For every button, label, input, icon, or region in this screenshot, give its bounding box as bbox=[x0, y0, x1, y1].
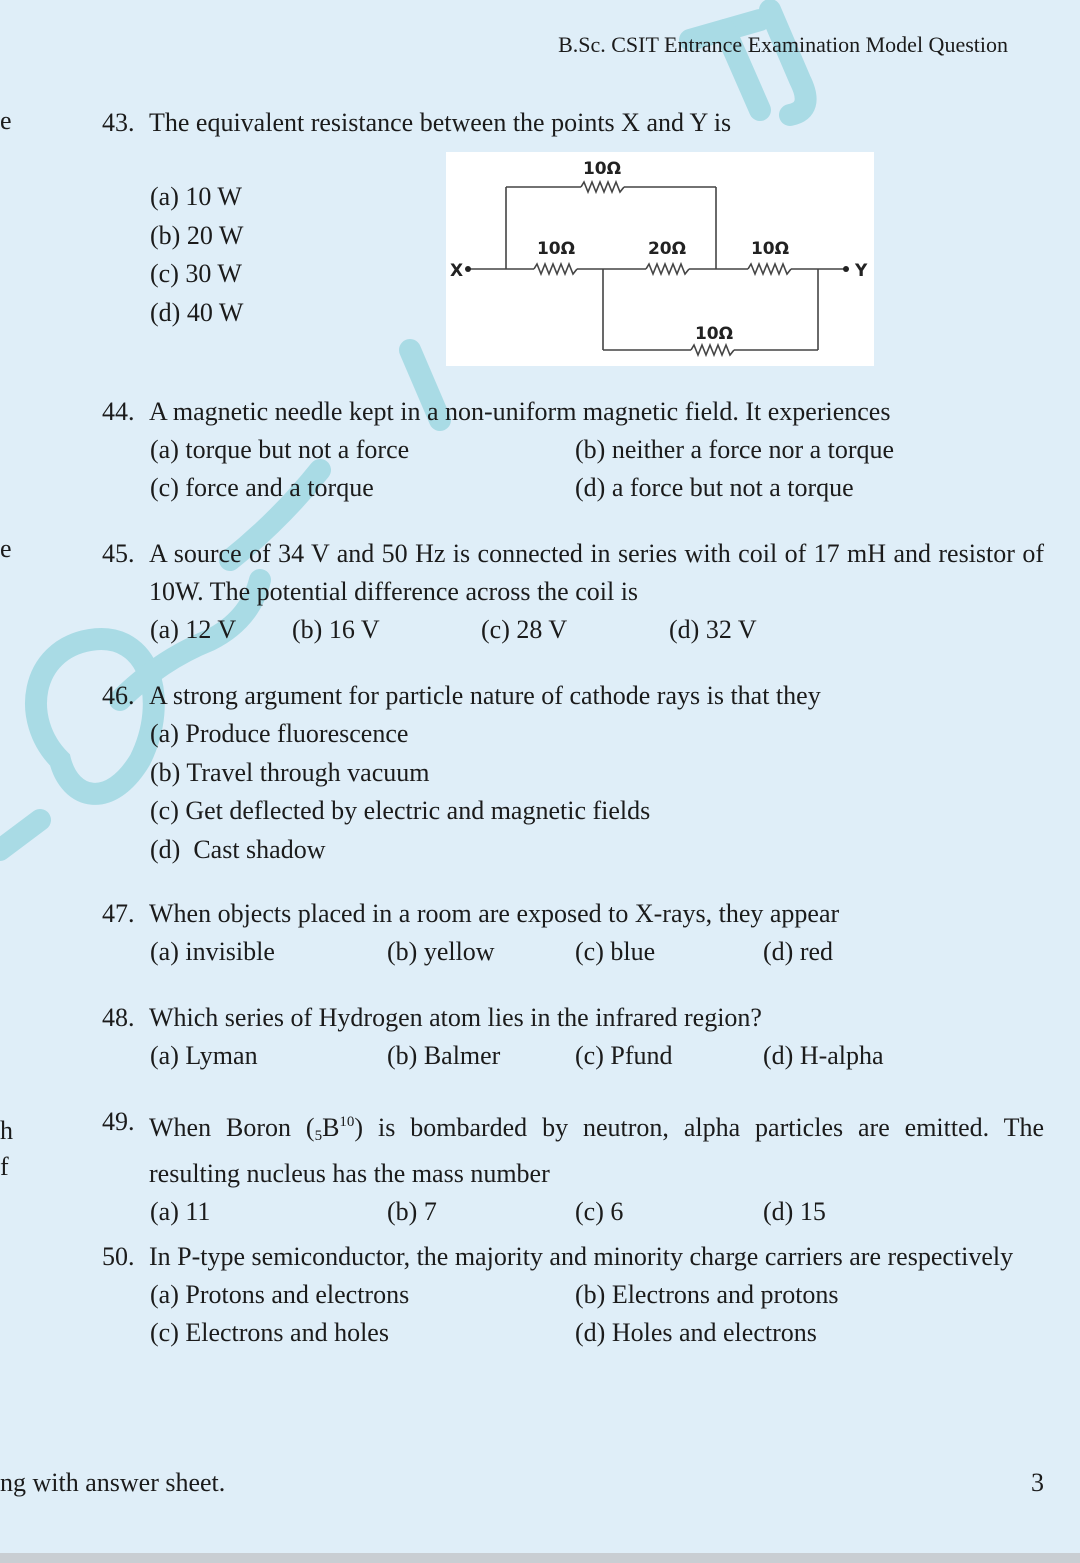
resistor-label-r3: 10Ω bbox=[750, 239, 790, 259]
boron-symbol: B bbox=[322, 1113, 340, 1142]
question-text: When objects placed in a room are exposed to X-rays, they appear bbox=[149, 899, 840, 928]
page-header: B.Sc. CSIT Entrance Examination Model Question bbox=[558, 32, 1008, 57]
option-c[interactable]: (c) Electrons and holes bbox=[150, 1318, 389, 1347]
option-c[interactable]: (c) 6 bbox=[575, 1197, 624, 1226]
option-c[interactable]: (c) force and a torque bbox=[150, 473, 374, 502]
option-c[interactable]: (c) Pfund bbox=[575, 1041, 673, 1070]
option-list bbox=[150, 715, 1044, 869]
question-text: In P-type semiconductor, the majority and minority charge carriers are respectively bbox=[149, 1242, 1014, 1271]
boron-mass-number: 10 bbox=[339, 1114, 355, 1130]
option-b[interactable]: (b) neither a force nor a torque bbox=[575, 435, 895, 464]
option-b[interactable]: (b) 7 bbox=[387, 1197, 437, 1226]
resistor-label-r2: 20Ω bbox=[647, 239, 687, 259]
option-d[interactable]: (d) 40 W bbox=[150, 297, 244, 327]
question-47 bbox=[102, 895, 1044, 971]
option-a[interactable]: (a) Lyman bbox=[150, 1041, 258, 1070]
option-list bbox=[150, 1276, 1044, 1352]
resistor-label-r1: 10Ω bbox=[536, 239, 576, 259]
option-b[interactable]: (b) Travel through vacuum bbox=[150, 757, 430, 787]
question-number: 45. bbox=[102, 539, 135, 568]
option-c[interactable]: (c) 30 W bbox=[150, 259, 242, 288]
question-48 bbox=[102, 999, 1044, 1075]
question-45 bbox=[102, 535, 1044, 649]
option-list bbox=[150, 1037, 1044, 1075]
question-number: 46. bbox=[102, 681, 135, 710]
question-text: A magnetic needle kept in a non-uniform magnetic field. It experiences bbox=[149, 397, 891, 426]
option-d[interactable]: (d) 15 bbox=[763, 1197, 826, 1226]
question-text: The equivalent resistance between the points X and Y is bbox=[149, 108, 732, 137]
option-list bbox=[150, 933, 1044, 971]
option-b[interactable]: (b) 20 W bbox=[150, 220, 244, 250]
question-49 bbox=[102, 1103, 1044, 1231]
question-50 bbox=[102, 1238, 1044, 1352]
option-b[interactable]: (b) Balmer bbox=[387, 1041, 501, 1070]
option-a[interactable]: (a) torque but not a force bbox=[150, 435, 410, 464]
option-d[interactable]: (d) a force but not a torque bbox=[575, 473, 854, 502]
question-number: 50. bbox=[102, 1242, 135, 1271]
question-number: 43. bbox=[102, 108, 135, 137]
question-number: 44. bbox=[102, 397, 135, 426]
option-a[interactable]: (a) Protons and electrons bbox=[150, 1280, 410, 1309]
question-text: A source of 34 V and 50 Hz is connected in series with coil of 17 mH and resistor of 10W. The potential difference across the coil is bbox=[149, 539, 1044, 606]
edge-mark: e bbox=[0, 106, 12, 135]
option-a[interactable]: (a) 11 bbox=[150, 1197, 211, 1226]
circuit-diagram bbox=[446, 152, 874, 366]
bottom-edge bbox=[0, 1553, 1080, 1563]
point-x-label: X bbox=[450, 261, 464, 281]
question-text: A strong argument for particle nature of cathode rays is that they bbox=[149, 681, 821, 710]
option-c[interactable]: (c) 28 V bbox=[481, 615, 568, 644]
question-number: 49. bbox=[102, 1107, 135, 1136]
footer-text: ng with answer sheet. bbox=[0, 1468, 226, 1497]
resistor-label-top: 10Ω bbox=[582, 159, 622, 179]
option-a[interactable]: (a) 10 W bbox=[150, 182, 242, 211]
question-46 bbox=[102, 677, 1044, 869]
option-d[interactable]: (d) 32 V bbox=[669, 615, 757, 644]
page-number: 3 bbox=[1031, 1468, 1044, 1497]
option-b[interactable]: (b) yellow bbox=[387, 937, 495, 966]
question-number: 47. bbox=[102, 899, 135, 928]
option-a[interactable]: (a) invisible bbox=[150, 937, 275, 966]
option-d[interactable]: (d) red bbox=[763, 937, 834, 966]
edge-mark: h bbox=[0, 1116, 13, 1145]
option-list bbox=[150, 611, 1044, 649]
option-b[interactable]: (b) Electrons and protons bbox=[575, 1280, 839, 1309]
option-b[interactable]: (b) 16 V bbox=[292, 615, 380, 644]
option-a[interactable]: (a) 12 V bbox=[150, 615, 237, 644]
point-y-label: Y bbox=[855, 261, 868, 281]
option-d[interactable]: (d) H-alpha bbox=[763, 1041, 884, 1070]
question-text: When Boron $(_5B^{10})$ is bombarded by neutron, alpha particles are emitted. The resulting nucleus has the mass number bbox=[149, 1113, 1044, 1188]
option-d[interactable]: (d) Cast shadow bbox=[150, 834, 326, 864]
option-c[interactable]: (c) blue bbox=[575, 937, 656, 966]
resistor-label-bottom: 10Ω bbox=[694, 324, 734, 344]
option-c[interactable]: (c) Get deflected by electric and magnetic fields bbox=[150, 796, 651, 825]
question-number: 48. bbox=[102, 1003, 135, 1032]
boron-atomic-number: 5 bbox=[314, 1128, 323, 1144]
question-44 bbox=[102, 393, 1044, 507]
question-text: Which series of Hydrogen atom lies in the infrared region? bbox=[149, 1003, 762, 1032]
option-d[interactable]: (d) Holes and electrons bbox=[575, 1318, 817, 1347]
edge-mark: e bbox=[0, 534, 12, 563]
option-list bbox=[150, 1193, 1044, 1231]
option-list bbox=[150, 431, 1044, 507]
edge-mark: f bbox=[0, 1152, 9, 1181]
option-a[interactable]: (a) Produce fluorescence bbox=[150, 719, 409, 748]
